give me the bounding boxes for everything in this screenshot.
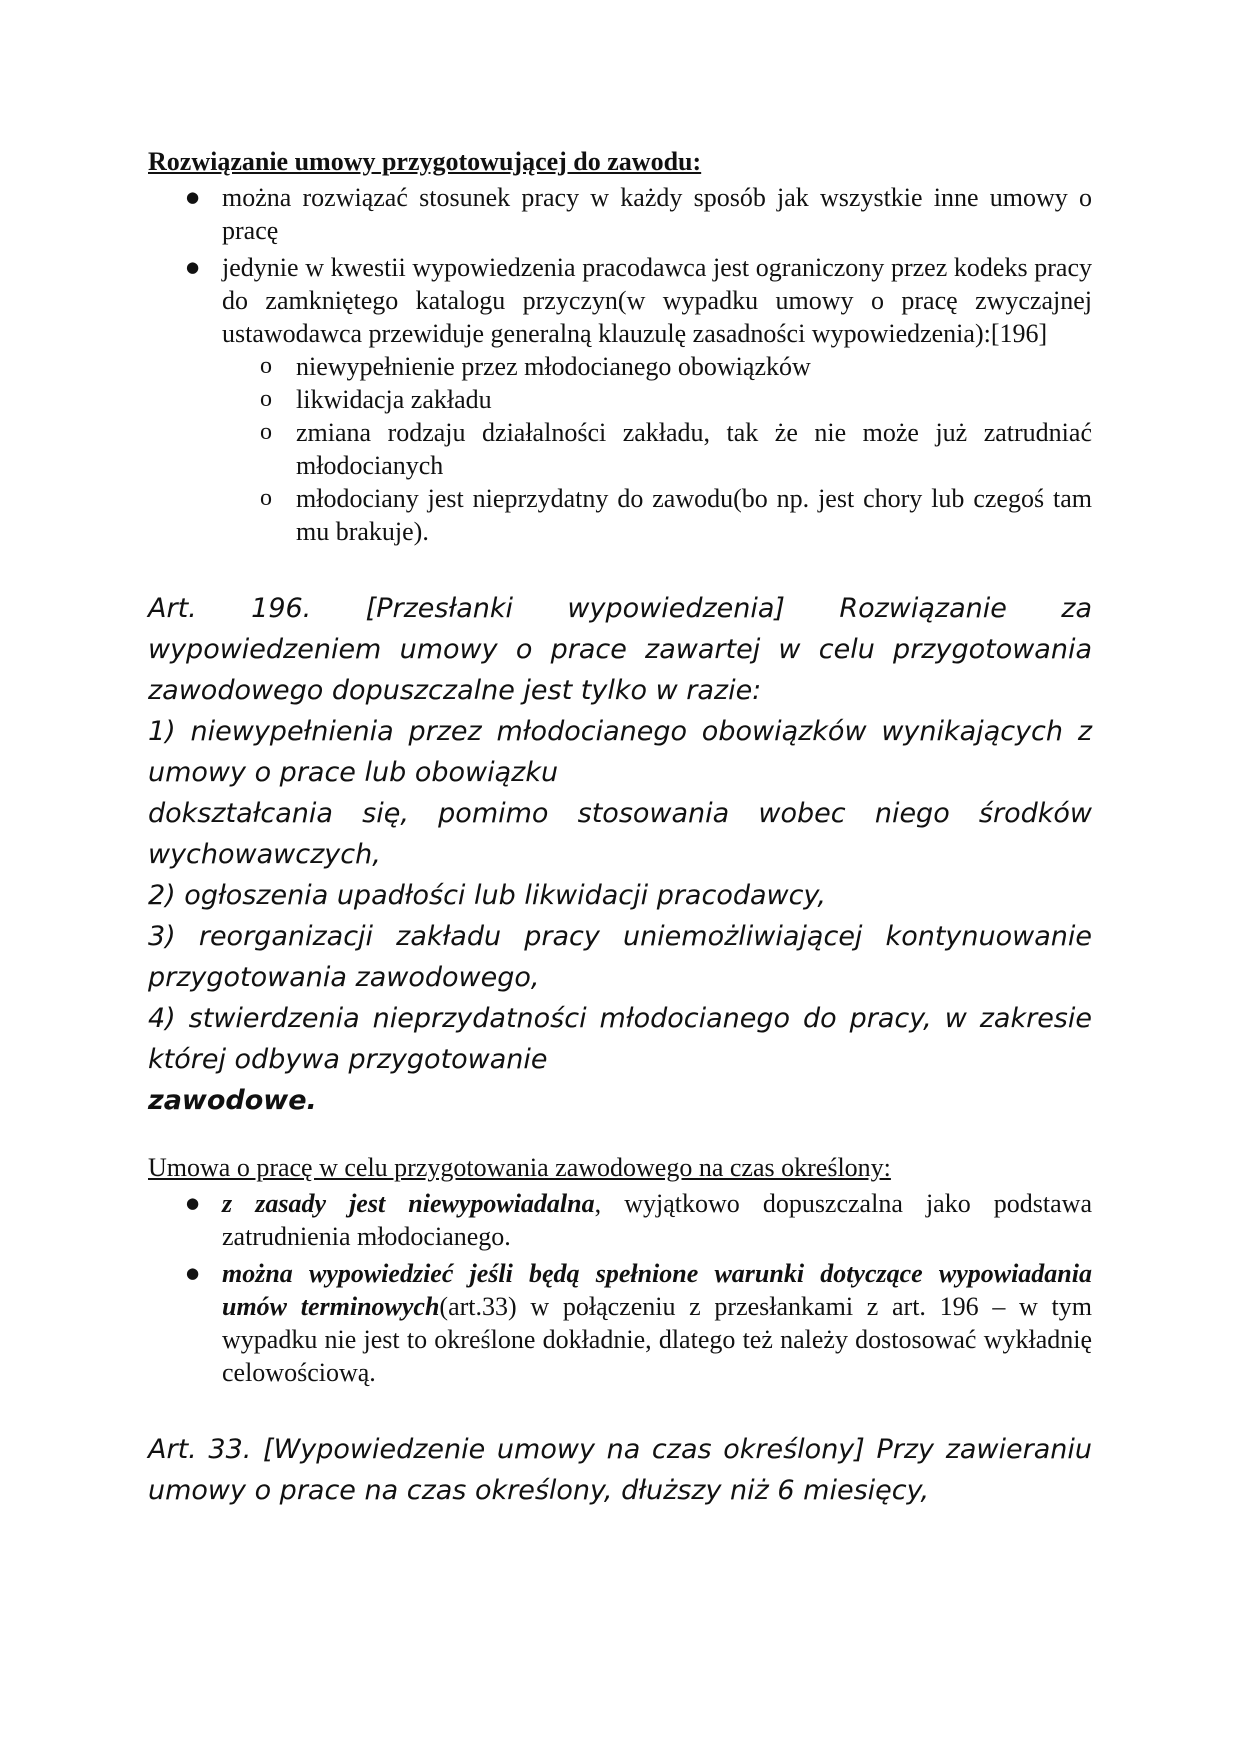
document-content — [148, 145, 1092, 1511]
bullet-emphasis: można wypowiedzieć jeśli będą spełnione warunki dotyczące wypowiadania umów terminowych — [222, 1259, 1092, 1321]
sub-item: o likwidacja zakładu — [148, 383, 1092, 416]
sub-item: o młodociany jest nieprzydatny do zawodu(bo np. jest chory lub czegoś tam mu brakuje). — [148, 482, 1092, 548]
bullet-text: jedynie w kwestii wypowiedzenia pracodawca jest ograniczony przez kodeks pracy do zamkniętego katalogu przyczyn(w wypadku umowy o pracę zwyczajnej ustawodawca przewiduje generalną klauzulę zasadności wypowiedzenia):[196] — [222, 253, 1092, 348]
sub-item: o zmiana rodzaju działalności zakładu, tak że nie może już zatrudniać młodocianych — [148, 416, 1092, 482]
bullet-item — [148, 1257, 1092, 1389]
reasons-sublist — [222, 350, 1092, 548]
article-196-point-4b: zawodowe. — [148, 1085, 317, 1116]
bullet-item — [148, 251, 1092, 548]
bullet-item: ● można rozwiązać stosunek pracy w każdy sposób jak wszystkie inne umowy o pracę — [148, 181, 1092, 247]
article-33-text: Art. 33. [Wypowiedzenie umowy na czas określony] Przy zawieraniu umowy o prace na czas określony, dłuższy niż 6 miesięcy, — [148, 1434, 1092, 1506]
bullet-text: (art.33) w połączeniu z przesłankami z art. 196 – w tym wypadku nie jest to określone dokładnie, dlatego też należy dostosować wykładnię celowościową. — [222, 1292, 1092, 1387]
article-196-point-1b: dokształcania się, pomimo stosowania wobec niego środków wychowawczych, — [148, 798, 1092, 870]
article-196-point-4a: 4) stwierdzenia nieprzydatności młodocianego do pracy, w zakresie której odbywa przygotowanie — [148, 1003, 1092, 1075]
section-title-fixed-term: Umowa o pracę w celu przygotowania zawodowego na czas określony: — [148, 1153, 891, 1182]
termination-bullet-list — [148, 181, 1092, 548]
fixed-term-bullet-list — [148, 1187, 1092, 1389]
article-196-point-2: 2) ogłoszenia upadłości lub likwidacji pracodawcy, — [148, 880, 826, 911]
article-196-intro: Art. 196. [Przesłanki wypowiedzenia] Rozwiązanie za wypowiedzeniem umowy o prace zawartej w celu przygotowania zawodowego dopuszczalne jest tylko w razie: — [148, 593, 1092, 706]
article-196-point-3: 3) reorganizacji zakładu pracy uniemożliwiającej kontynuowanie przygotowania zawodowego, — [148, 921, 1092, 993]
sub-item: o niewypełnienie przez młodocianego obowiązków — [148, 350, 1092, 383]
article-196-point-1a: 1) niewypełnienia przez młodocianego obowiązków wynikających z umowy o prace lub obowiązku — [148, 716, 1092, 788]
bullet-item — [148, 1187, 1092, 1253]
article-196 — [148, 588, 1092, 1121]
section-title-termination: Rozwiązanie umowy przygotowującej do zawodu: — [148, 147, 702, 176]
bullet-text: , wyjątkowo dopuszczalna jako podstawa zatrudnienia młodocianego. — [222, 1189, 1092, 1251]
bullet-emphasis: z zasady jest niewypowiadalna — [222, 1189, 595, 1218]
article-33 — [148, 1429, 1092, 1511]
